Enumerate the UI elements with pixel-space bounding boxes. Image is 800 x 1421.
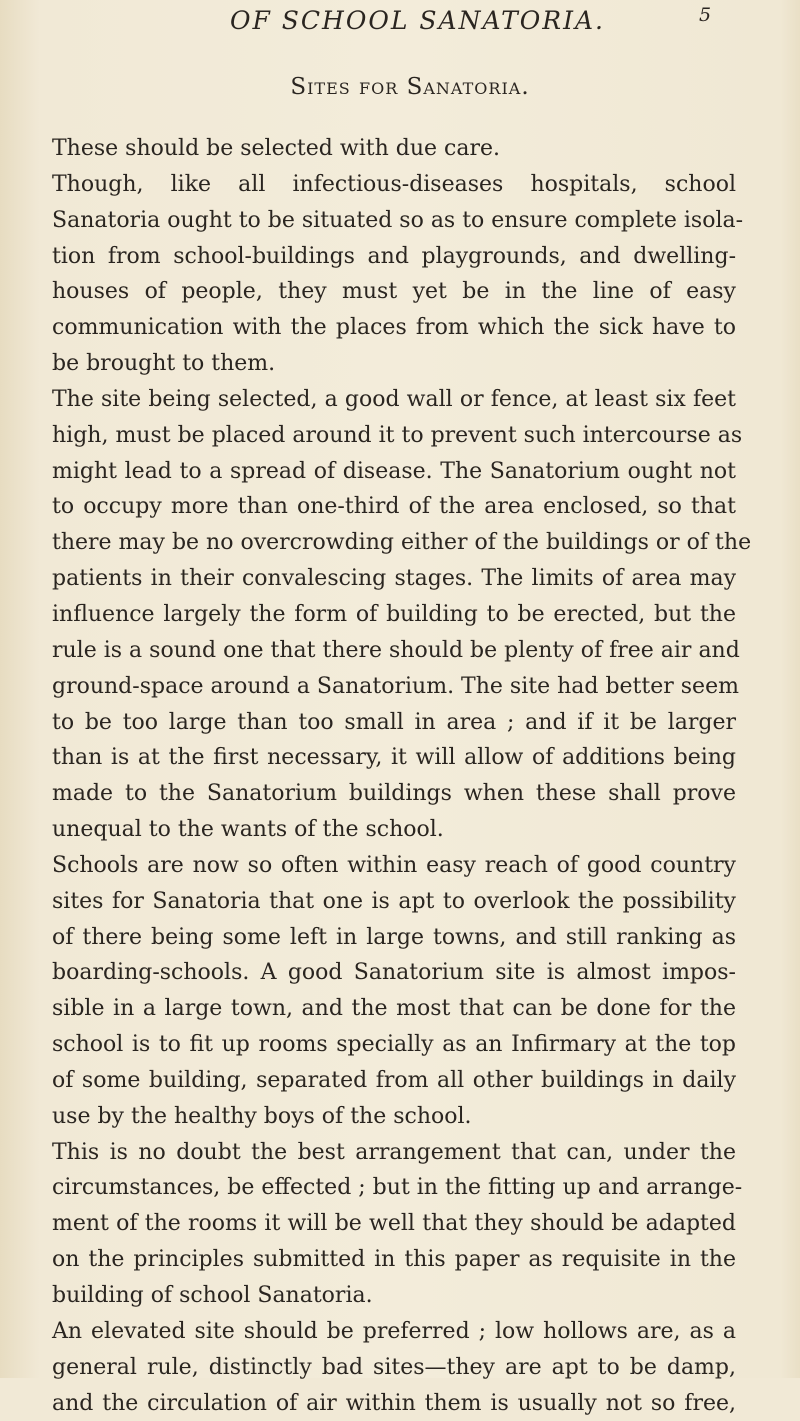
text-line: high, must be placed around it to prevent such intercourse as [52,422,743,448]
text-line: ground-space around a Sanatorium. The site had better seem [52,673,739,699]
text-line: there may be no overcrowding either of the buildings or of the [52,530,752,556]
text-line: made to the Sanatorium buildings when these shall prove [52,781,736,807]
text-line: sible in a large town, and the most that can be done for the [52,996,736,1022]
text-line: tion from school-buildings and playgrounds, and dwelling- [52,243,736,269]
text-line: sites for Sanatoria that one is apt to overlook the possibility [52,888,736,914]
text-line: This is no doubt the best arrangement that can, under the [52,1139,736,1165]
text-line: general rule, distinctly bad sites—they are apt to be damp, [52,1354,736,1380]
text-line: Sanatoria ought to be situated so as to ensure complete isola- [52,207,744,233]
text-line: These should be selected with due care. [52,136,500,161]
running-head [0,2,800,42]
page-number: 5 [699,4,712,26]
text-line: than is at the first necessary, it will allow of additions being [52,745,736,771]
text-line: be brought to them. [52,351,276,377]
text-line: communication with the places from which the sick have to [52,315,736,341]
text-line: might lead to a spread of disease. The Sanatorium ought not [52,458,736,484]
text-line: influence largely the form of building to be erected, but the [52,601,736,627]
text-line: building of school Sanatoria. [52,1283,373,1308]
text-line: houses of people, they must yet be in the line of easy [52,279,736,305]
text-line: rule is a sound one that there should be plenty of free air and [52,637,740,663]
running-title: OF SCHOOL SANATORIA. [230,6,605,35]
text-line: Schools are now so often within easy reach of good country [52,852,736,878]
text-line: use by the healthy boys of the school. [52,1103,472,1129]
text-line: on the principles submitted in this paper as requisite in the [52,1247,736,1273]
text-line: of some building, separated from all other buildings in daily [52,1067,736,1093]
text-line: ment of the rooms it will be well that they should be adapted [52,1211,736,1237]
text-line: school is to fit up rooms specially as an Infirmary at the top [52,1032,736,1058]
text-line: of there being some left in large towns, and still ranking as [52,924,736,950]
text-line: unequal to the wants of the school. [52,817,444,843]
text-line: to be too large than too small in area ; and if it be larger [52,709,736,735]
body-text [52,131,752,1421]
text-line: boarding-schools. A good Sanatorium site is almost impos- [52,960,736,986]
text-line: An elevated site should be preferred ; low hollows are, as a [52,1318,736,1344]
text-line: Though, like all infectious-diseases hospitals, school [52,171,736,197]
text-line: patients in their convalescing stages. The limits of area may [52,566,736,592]
text-line: to occupy more than one-third of the area enclosed, so that [52,494,736,520]
text-line: and the circulation of air within them is usually not so free, [52,1390,736,1416]
section-heading: Sites for Sanatoria. [290,74,530,100]
text-line: circumstances, be effected ; but in the fitting up and arrange- [52,1175,743,1201]
text-line: The site being selected, a good wall or fence, at least six feet [52,386,736,412]
